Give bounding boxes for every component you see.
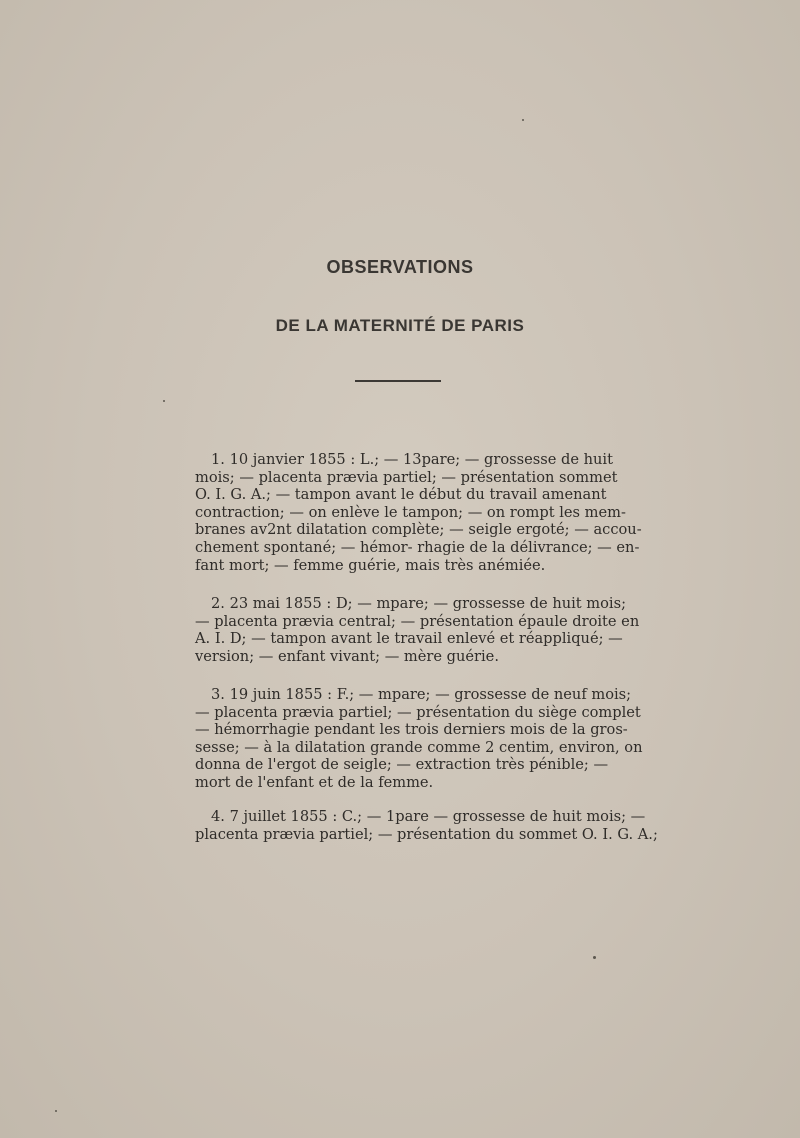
- observation-2: [195, 595, 640, 665]
- text-line: sesse; — à la dilatation grande comme 2 centim, environ, on: [195, 738, 643, 756]
- title-divider: [355, 380, 441, 382]
- text-line: 3. 19 juin 1855 : F.; — mpare; — grossesse de neuf mois;: [211, 686, 632, 703]
- text-line: 1. 10 janvier 1855 : L.; — 13pare; — grossesse de huit: [211, 451, 613, 468]
- page-title: OBSERVATIONS: [326, 257, 474, 277]
- text-line: version; — enfant vivant; — mère guérie.: [195, 647, 499, 665]
- text-line: mort de l'enfant et de la femme.: [195, 773, 434, 791]
- text-line: — placenta prævia partiel; — présentation du siège complet: [195, 703, 641, 721]
- text-line: donna de l'ergot de seigle; — extraction très pénible; —: [195, 756, 609, 774]
- text-line: — hémorrhagie pendant les trois derniers mois de la gros-: [195, 721, 628, 739]
- page-subtitle: DE LA MATERNITÉ DE PARIS: [275, 316, 525, 335]
- text-line: 4. 7 juillet 1855 : C.; — 1pare — grossesse de huit mois; —: [211, 808, 646, 825]
- text-line: — placenta prævia central; — présentation épaule droite en: [195, 612, 640, 630]
- observation-4: [195, 808, 658, 843]
- observation-1: [195, 451, 642, 574]
- text-line: mois; — placenta prævia partiel; — présentation sommet: [195, 468, 618, 486]
- text-line: contraction; — on enlève le tampon; — on rompt les mem-: [195, 503, 626, 521]
- paper-speck: [522, 119, 524, 121]
- text-line: fant mort; — femme guérie, mais très anémiée.: [195, 556, 546, 574]
- text-line: 2. 23 mai 1855 : D; — mpare; — grossesse de huit mois;: [211, 595, 626, 612]
- paper-speck: [163, 400, 165, 402]
- observation-3: [195, 686, 643, 792]
- paper-speck: [593, 956, 596, 959]
- text-line: placenta prævia partiel; — présentation du sommet O. I. G. A.;: [195, 825, 658, 843]
- text-line: chement spontané; — hémor- rhagie de la délivrance; — en-: [195, 538, 640, 556]
- paper-speck: [55, 1110, 57, 1112]
- text-line: A. I. D; — tampon avant le travail enlevé et réappliqué; —: [195, 630, 623, 648]
- text-line: O. I. G. A.; — tampon avant le début du travail amenant: [195, 486, 607, 504]
- text-line: branes av2nt dilatation complète; — seigle ergoté; — accou-: [195, 521, 642, 539]
